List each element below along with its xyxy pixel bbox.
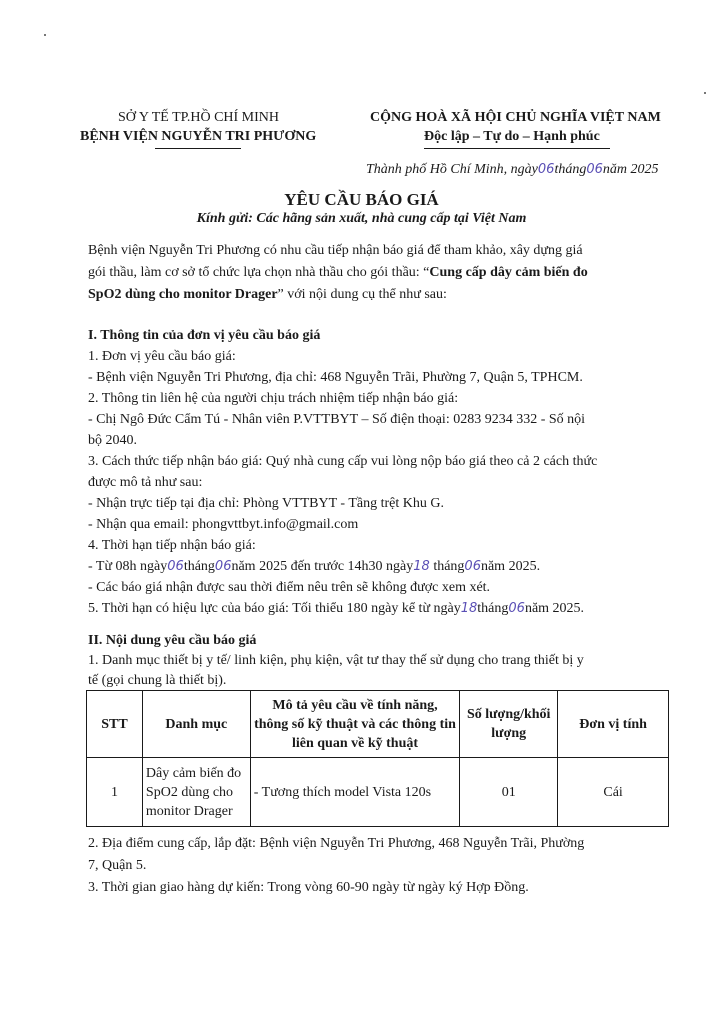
end-day: 18 — [413, 559, 430, 574]
period-text: tháng — [183, 559, 215, 574]
s2-item2-line2: 7, Quận 5. — [88, 858, 147, 873]
quotation-table — [86, 690, 669, 827]
s1-item1: 1. Đơn vị yêu cầu báo giá: — [88, 349, 236, 364]
motto-underline — [424, 148, 610, 149]
validity-month: 06 — [508, 601, 525, 616]
national-title: CỘNG HOÀ XÃ HỘI CHỦ NGHĨA VIỆT NAM — [370, 110, 661, 125]
s1-item4-period — [88, 559, 540, 575]
s2-item3: 3. Thời gian giao hàng dự kiến: Trong vòng 60-90 ngày từ ngày ký Hợp Đồng. — [88, 880, 529, 895]
s2-item1-line2: tế (gọi chung là thiết bị). — [88, 673, 227, 688]
s1-item3-line2: được mô tả như sau: — [88, 475, 203, 490]
intro-line-1: Bệnh viện Nguyễn Tri Phương có nhu cầu tiếp nhận báo giá để tham khảo, xây dựng giá — [88, 243, 583, 258]
validity-text: tháng — [477, 601, 509, 616]
validity-day: 18 — [460, 601, 478, 616]
cell-description: - Tương thích model Vista 120s — [250, 758, 460, 827]
section-1-heading: I. Thông tin của đơn vị yêu cầu báo giá — [88, 328, 321, 343]
s1-item4: 4. Thời hạn tiếp nhận báo giá: — [88, 538, 256, 553]
intro-line-3 — [88, 287, 447, 303]
validity-text: 5. Thời hạn có hiệu lực của báo giá: Tối thiểu 180 ngày kể từ ngày — [88, 601, 461, 616]
period-text: - Từ 08h ngày — [88, 559, 168, 574]
s2-item1-line1: 1. Danh mục thiết bị y tế/ linh kiện, phụ kiện, vật tư thay thế sử dụng cho trang thiết bị y — [88, 653, 584, 668]
cell-stt: 1 — [87, 758, 143, 827]
s1-item5 — [88, 601, 584, 617]
agency-name: SỞ Y TẾ TP.HỒ CHÍ MINH — [118, 110, 280, 125]
s1-item3-direct: - Nhận trực tiếp tại địa chỉ: Phòng VTTBYT - Tầng trệt Khu G. — [88, 496, 444, 511]
s1-item1-detail: - Bệnh viện Nguyễn Tri Phương, địa chỉ: 468 Nguyễn Trãi, Phường 7, Quận 5, TPHCM. — [88, 370, 583, 385]
period-text: tháng — [429, 559, 465, 574]
s2-item2-line1: 2. Địa điểm cung cấp, lắp đặt: Bệnh viện Nguyễn Tri Phương, 468 Nguyễn Trãi, Phường — [88, 836, 585, 851]
end-month: 06 — [464, 559, 481, 574]
s1-item3-line1: 3. Cách thức tiếp nhận báo giá: Quý nhà cung cấp vui lòng nộp báo giá theo cả 2 cách thức — [88, 454, 598, 469]
document-title: YÊU CẦU BÁO GIÁ — [284, 190, 439, 209]
document-subtitle: Kính gửi: Các hãng sản xuất, nhà cung cấp tại Việt Nam — [196, 211, 527, 226]
cell-quantity: 01 — [460, 758, 558, 827]
package-name-part-1: Cung cấp dây cảm biến đo — [429, 265, 588, 280]
hospital-name: BỆNH VIỆN NGUYỄN TRI PHƯƠNG — [80, 129, 317, 144]
cell-category: Dây cảm biến đo SpO2 dùng cho monitor Drager — [142, 758, 250, 827]
national-motto: Độc lập – Tự do – Hạnh phúc — [424, 129, 600, 144]
s1-item2-detail-1: - Chị Ngô Đức Cẩm Tú - Nhân viên P.VTTBYT – Số điện thoại: 0283 9234 332 - Số nội — [88, 412, 586, 427]
date-prefix: Thành phố Hồ Chí Minh, ngày — [366, 162, 538, 177]
date-day: 06 — [537, 162, 555, 177]
date-month: 06 — [586, 162, 603, 177]
table-header-row — [87, 691, 669, 758]
intro-text: gói thầu, làm cơ sở tổ chức lựa chọn nhà thầu cho gói thầu: “ — [88, 265, 430, 280]
intro-text-end: ” với nội dung cụ thể như sau: — [277, 287, 447, 302]
scan-mark — [44, 34, 46, 36]
header-unit: Đơn vị tính — [558, 691, 669, 758]
header-description: Mô tả yêu cầu về tính năng, thông số kỹ thuật và các thông tin liên quan về kỹ thuật — [250, 691, 460, 758]
document-date — [366, 162, 659, 178]
section-2-heading: II. Nội dung yêu cầu báo giá — [88, 633, 257, 648]
intro-line-2 — [88, 265, 588, 281]
cell-unit: Cái — [558, 758, 669, 827]
start-day: 06 — [167, 559, 184, 574]
header-category: Danh mục — [142, 691, 250, 758]
table-row — [87, 758, 669, 827]
header-quantity: Số lượng/khối lượng — [460, 691, 558, 758]
package-name-part-2: SpO2 dùng cho monitor Drager — [88, 287, 278, 302]
validity-text: năm 2025. — [524, 601, 585, 616]
s1-item4-note: - Các báo giá nhận được sau thời điểm nêu trên sẽ không được xem xét. — [88, 580, 491, 595]
start-month: 06 — [214, 559, 232, 574]
scan-mark — [704, 92, 706, 94]
period-text: năm 2025. — [480, 559, 541, 574]
hospital-underline — [155, 148, 241, 149]
period-text: năm 2025 đến trước 14h30 ngày — [231, 559, 414, 574]
s1-item2-detail-2: bộ 2040. — [88, 433, 137, 448]
date-month-word: tháng — [554, 162, 587, 177]
s1-item3-email: - Nhận qua email: phongvttbyt.info@gmail.com — [88, 517, 359, 532]
date-year: năm 2025 — [602, 162, 659, 177]
s1-item2: 2. Thông tin liên hệ của người chịu trách nhiệm tiếp nhận báo giá: — [88, 391, 459, 406]
header-stt: STT — [87, 691, 143, 758]
